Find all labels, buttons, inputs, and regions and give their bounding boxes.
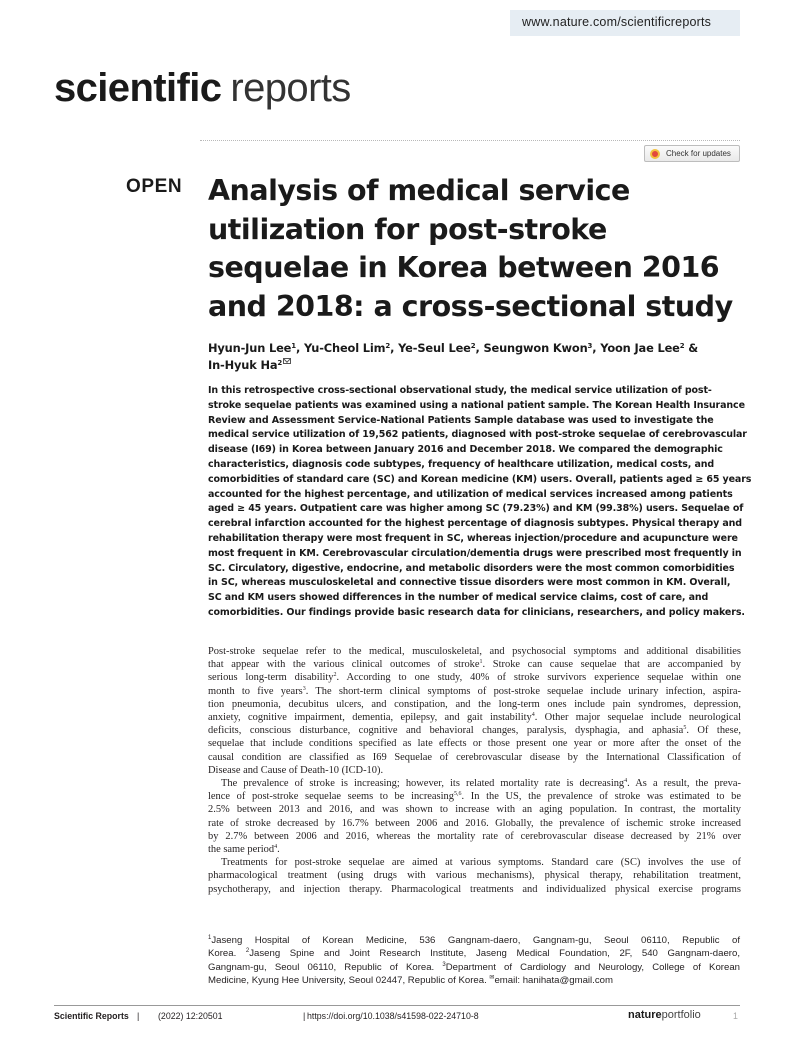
- reference-mark: 3: [302, 685, 306, 692]
- author-affiliation-mark: 2: [679, 342, 685, 350]
- body-line: [208, 790, 741, 803]
- body-line: [208, 843, 741, 856]
- journal-url-bar[interactable]: [510, 10, 740, 36]
- body-line: [208, 803, 741, 816]
- text-segment: rate of stroke decreased by 16.7% between 2006 and 2016. Globally, the prevalence of ischemic stroke increased: [208, 817, 741, 829]
- author-affiliation-mark: 3: [587, 342, 593, 350]
- abstract-line: SC and KM users showed differences in the number of medical service claims, cost of care, and: [208, 592, 709, 604]
- author-name: Seungwon Kwon: [483, 341, 588, 355]
- footer-separator: |: [137, 1011, 140, 1021]
- footer-journal: Scientific Reports: [54, 1011, 129, 1021]
- publisher-logo: [628, 1009, 701, 1021]
- abstract-line: SC. Circulatory, digestive, endocrine, and metabolic disorders were the most common comorbidities: [208, 562, 735, 574]
- author-separator: ,: [475, 341, 484, 355]
- reference-mark: 1: [479, 659, 483, 666]
- publisher-bold: nature: [628, 1009, 662, 1021]
- affiliation-line: [208, 934, 740, 947]
- text-segment: 2.5% between 2013 and 2016, and was shown to increase with an aging population. In contrast, the mortality: [208, 804, 741, 816]
- check-updates-label: Check for updates: [666, 149, 731, 158]
- reference-mark: 5: [683, 725, 687, 732]
- text-segment: Post-stroke sequelae refer to the medical, musculoskeletal, and psychosocial symptoms and additional disabilities: [208, 646, 741, 657]
- abstract-line: characteristics, diagnosis code subtypes, frequency of healthcare utilization, medical costs, and: [208, 458, 715, 470]
- abstract-line: comorbidities. Our findings provide basic research data for clinicians, researchers, and policy makers.: [208, 606, 745, 618]
- text-segment: anxiety, cognitive impairment, dementia, epilepsy, and gait instability: [208, 712, 532, 724]
- text-segment: that appear with the various clinical outcomes of stroke: [208, 659, 480, 671]
- text-segment: .: [277, 844, 280, 856]
- text-segment: psychotherapy, and injection therapy. Pharmacological treatments and individualized physical exercise programs: [208, 883, 741, 895]
- abstract-line: cerebral infarction accounted for the highest percentage of diagnosis subtypes. Physical therapy and: [208, 518, 742, 530]
- author-separator: ,: [295, 341, 304, 355]
- header-divider: [200, 140, 740, 141]
- reference-mark: 5,6: [453, 791, 462, 798]
- text-segment: lence of post-stroke sequelae seems to be increasing: [208, 791, 454, 803]
- body-line: [208, 751, 741, 764]
- check-for-updates-button[interactable]: [644, 145, 740, 162]
- reference-mark: 2: [245, 948, 250, 955]
- affiliations: [208, 934, 740, 988]
- abstract-line: aged ≥ 45 years. Outpatient care was higher among SC (79.23%) and KM (99.38%) users. Sequelae of: [208, 503, 744, 515]
- footer-doi-link[interactable]: https://doi.org/10.1038/s41598-022-24710-8: [307, 1011, 479, 1021]
- text-segment: tion pneumonia, decubitus ulcers, and constipation, and the long-term ones include pain syndromes, depression,: [208, 698, 741, 710]
- abstract-line: In this retrospective cross-sectional observational study, the medical service utilization of post-: [208, 385, 712, 396]
- text-segment: email: hanihata@gmail.com: [494, 975, 613, 987]
- author-list: [208, 340, 728, 374]
- abstract-line: comorbidities of standard care (SC) and Korean medicine (KM) users. Overall, patients aged ≥ 65 years: [208, 473, 752, 485]
- text-segment: . As a result, the preva-: [627, 778, 742, 790]
- text-segment: causal condition are classified as I69 Sequelae of cerebrovascular disease by the International Classification of: [208, 751, 741, 763]
- abstract-line: accounted for the highest percentage, and utilization of medical services increased among patients: [208, 488, 733, 500]
- text-segment: . In the US, the prevalence of stroke was estimated to be: [461, 791, 741, 803]
- text-segment: Gangnam-gu, Seoul 06110, Republic of Korea.: [208, 961, 443, 973]
- author-name: Yoon Jae Lee: [600, 341, 680, 355]
- journal-url[interactable]: www.nature.com/scientificreports: [522, 15, 712, 29]
- affiliation-line: [208, 974, 740, 987]
- footer-separator: |: [303, 1011, 306, 1021]
- body-line: [208, 764, 741, 777]
- text-segment: Korea.: [208, 948, 246, 960]
- text-segment: the same period: [208, 844, 275, 856]
- affiliation-line: [208, 947, 740, 960]
- text-segment: month to five years: [208, 685, 303, 697]
- journal-masthead: [54, 64, 351, 112]
- body-line: [208, 737, 741, 750]
- affiliation-line: [208, 961, 740, 974]
- reference-mark: 1: [208, 935, 212, 941]
- author-affiliation-mark: 1: [291, 342, 296, 350]
- reference-mark: 2: [333, 672, 337, 679]
- body-line: [208, 658, 741, 671]
- body-line: [208, 883, 741, 896]
- body-line: [208, 685, 741, 698]
- author-separator: &: [684, 341, 699, 355]
- text-segment: deficits, conscious disturbance, cognitive and behavioral changes, paralysis, dysphagia, and aphasia: [208, 725, 684, 737]
- text-segment: serious long-term disability: [208, 672, 334, 684]
- abstract-line: stroke sequelae patients was examined using a national patient sample. The Korean Health Insurance: [208, 399, 745, 411]
- author-affiliation-mark: 2: [470, 342, 476, 350]
- author-name: In-Hyuk Ha: [208, 358, 278, 372]
- text-segment: Jaseng Hospital of Korean Medicine, 536 Gangnam-daero, Gangnam-gu, Seoul 06110, Republic of: [211, 935, 740, 946]
- reference-mark: 3: [442, 961, 446, 968]
- abstract-line: most frequent in KM. Cerebrovascular circulation/dementia drugs were prescribed most frequently in: [208, 547, 742, 559]
- body-line: [208, 817, 741, 830]
- author-separator: ,: [592, 341, 601, 355]
- footer-divider: [54, 1005, 740, 1006]
- masthead-bold: scientific: [54, 66, 222, 110]
- author-affiliation-mark: 2: [277, 359, 283, 367]
- body-line: [208, 645, 741, 658]
- body-line: [208, 856, 741, 869]
- text-segment: . Other major sequelae include neurological: [534, 712, 742, 724]
- text-segment: sequelae that include conditions specified as late effects or those present one year or more after the onset of the: [208, 738, 741, 750]
- body-line: [208, 777, 741, 790]
- reference-mark: 4: [531, 712, 535, 719]
- text-segment: . Of these,: [686, 725, 741, 737]
- text-segment: . The short-term clinical symptoms of post-stroke sequelae include urinary infection, aspira-: [305, 685, 741, 697]
- abstract-line: disease (I69) in Korea between January 2016 and December 2018. We compared the demographic: [208, 444, 723, 456]
- text-segment: . Stroke can cause sequelae that are accompanied by: [482, 659, 742, 671]
- open-access-label: OPEN: [126, 176, 183, 197]
- article-title: Analysis of medical service utilization for post-stroke sequelae in Korea between 2016 and 2018: a cross-sectional study: [208, 174, 733, 323]
- text-segment: Disease and Cause of Death-10 (ICD-10).: [208, 764, 384, 776]
- reference-mark: ✉: [489, 975, 495, 982]
- author-affiliation-mark: 2: [385, 342, 391, 350]
- reference-mark: 4: [274, 844, 278, 851]
- text-segment: The prevalence of stroke is increasing; however, its related mortality rate is decreasing: [221, 778, 625, 790]
- crossmark-icon: [650, 149, 660, 159]
- text-segment: Department of Cardiology and Neurology, College of Korean: [445, 961, 740, 973]
- author-name: Hyun-Jun Lee: [208, 341, 292, 355]
- reference-mark: 4: [624, 778, 628, 785]
- text-segment: by 2.7% between 2006 and 2016, whereas the mortality rate of cerebrovascular disease decreased by 21% over: [208, 830, 741, 842]
- abstract-line: Review and Assessment Service-National Patients Sample database was used to investigate the: [208, 414, 714, 426]
- body-line: [208, 724, 741, 737]
- abstract: [208, 384, 752, 621]
- abstract-line: rehabilitation therapy were most frequent in SC, whereas injection/procedure and acupuncture were: [208, 532, 738, 544]
- body-line: [208, 698, 741, 711]
- body-line: [208, 711, 741, 724]
- author-name: Yu-Cheol Lim: [303, 341, 386, 355]
- text-segment: Medicine, Kyung Hee University, Seoul 02447, Republic of Korea.: [208, 975, 490, 987]
- page-number: 1: [733, 1011, 738, 1021]
- author-name: Ye-Seul Lee: [398, 341, 471, 355]
- corresponding-author-mail-icon[interactable]: [283, 358, 291, 364]
- text-segment: pharmacological treatment (using drugs with various mechanisms), physical therapy, rehabilitation treatment,: [208, 870, 741, 882]
- text-segment: . According to one study, 40% of stroke survivors experience sequelae within one: [336, 672, 741, 684]
- abstract-line: in SC, whereas musculoskeletal and connective tissue disorders were most common in KM. Overall,: [208, 577, 731, 589]
- author-separator: ,: [390, 341, 399, 355]
- abstract-line: medical service utilization of 19,562 patients, diagnosed with post-stroke sequelae of cerebrovascular: [208, 429, 747, 441]
- text-segment: Jaseng Spine and Joint Research Institute, Jaseng Medical Foundation, 2F, 540 Gangnam-daero,: [249, 948, 741, 960]
- footer-citation: (2022) 12:20501: [158, 1011, 223, 1021]
- body-line: [208, 869, 741, 882]
- body-line: [208, 830, 741, 843]
- body-text: [208, 645, 741, 896]
- text-segment: Treatments for post-stroke sequelae are aimed at various symptoms. Standard care (SC) involves the use of: [221, 857, 741, 869]
- masthead-light: reports: [230, 66, 351, 110]
- publisher-light: portfolio: [661, 1009, 701, 1021]
- body-line: [208, 671, 741, 684]
